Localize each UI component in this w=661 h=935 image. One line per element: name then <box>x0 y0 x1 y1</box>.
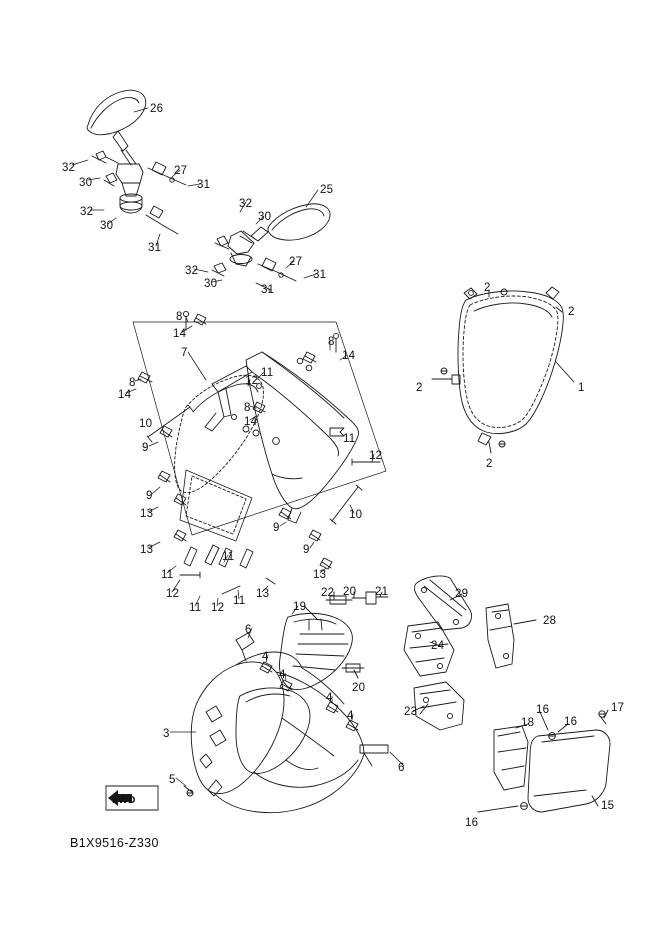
callout-number: 2 <box>568 306 575 318</box>
callout-number: 30 <box>258 211 272 223</box>
callout-number: 20 <box>343 586 357 598</box>
callout-number: 14 <box>342 350 356 362</box>
callout-number: 11 <box>189 602 202 614</box>
callout-number: 18 <box>521 717 535 729</box>
callout-number: 32 <box>185 265 199 277</box>
callout-number: 9 <box>303 544 310 556</box>
callout-number: 14 <box>244 416 258 428</box>
callout-number: 11 <box>261 367 274 379</box>
callout-number: 10 <box>349 509 363 521</box>
callout-number: 8 <box>244 402 251 414</box>
callout-number: 9 <box>146 490 153 502</box>
callout-number: 2 <box>416 382 423 394</box>
callout-number: 12 <box>245 375 259 387</box>
callout-number: 22 <box>321 587 335 599</box>
callout-number: 29 <box>455 588 469 600</box>
callout-number: 27 <box>289 256 303 268</box>
callout-number: 9 <box>142 442 149 454</box>
callout-number: 2 <box>484 282 491 294</box>
callout-number: 32 <box>62 162 76 174</box>
callout-number: 6 <box>245 624 252 636</box>
callout-number: 13 <box>140 544 154 556</box>
callout-number: 30 <box>204 278 218 290</box>
stay-brackets <box>304 576 536 730</box>
callout-number: 21 <box>375 586 389 598</box>
callout-number: 24 <box>431 640 445 652</box>
callout-number: 23 <box>404 706 418 718</box>
callout-number: 14 <box>118 389 132 401</box>
callout-number: 4 <box>347 710 354 722</box>
mirror-left-assembly <box>87 90 186 234</box>
callout-number: 9 <box>273 522 280 534</box>
callout-number: 11 <box>233 595 246 607</box>
callout-number: 14 <box>173 328 187 340</box>
part-code-label: B1X9516-Z330 <box>70 836 159 850</box>
callout-number: 4 <box>262 651 269 663</box>
fwd-label: FWD <box>112 795 136 806</box>
callout-number: 15 <box>601 800 615 812</box>
callout-number: 25 <box>320 184 334 196</box>
callout-number: 13 <box>256 588 270 600</box>
callout-number: 8 <box>176 311 183 323</box>
callout-number: 16 <box>465 817 479 829</box>
callout-number: 6 <box>398 762 405 774</box>
callout-number: 7 <box>181 347 188 359</box>
callout-number: 32 <box>80 206 94 218</box>
callout-number: 20 <box>352 682 366 694</box>
callout-number: 31 <box>261 284 275 296</box>
callout-number: 30 <box>79 177 93 189</box>
callout-number: 19 <box>293 601 307 613</box>
callout-number: 8 <box>129 377 136 389</box>
callout-number: 31 <box>313 269 327 281</box>
callout-number: 31 <box>197 179 211 191</box>
callout-number: 5 <box>169 774 176 786</box>
callout-number: 32 <box>239 198 253 210</box>
callout-number: 1 <box>578 382 585 394</box>
callout-number: 13 <box>140 508 154 520</box>
callout-number: 16 <box>536 704 550 716</box>
callout-number: 30 <box>100 220 114 232</box>
front-cowling-main <box>184 613 388 812</box>
callout-number: 3 <box>163 728 170 740</box>
callout-number: 11 <box>161 569 174 581</box>
callout-number: 4 <box>326 692 333 704</box>
callout-number: 27 <box>174 165 188 177</box>
callout-number: 11 <box>222 551 235 563</box>
callout-number: 2 <box>486 458 493 470</box>
callout-number: 4 <box>279 669 286 681</box>
windscreen-panel <box>432 287 574 453</box>
callout-number: 12 <box>166 588 180 600</box>
callout-number: 16 <box>564 716 578 728</box>
callout-number: 31 <box>148 242 162 254</box>
callout-number: 17 <box>611 702 625 714</box>
callout-number: 28 <box>543 615 557 627</box>
callout-number: 10 <box>139 418 153 430</box>
callout-number: 12 <box>211 602 225 614</box>
callout-number: 8 <box>328 336 335 348</box>
callout-number: 26 <box>150 103 164 115</box>
callout-number: 13 <box>313 569 327 581</box>
lower-side-cover <box>478 710 610 812</box>
callout-number: 12 <box>369 450 383 462</box>
callout-number: 11 <box>343 433 356 445</box>
